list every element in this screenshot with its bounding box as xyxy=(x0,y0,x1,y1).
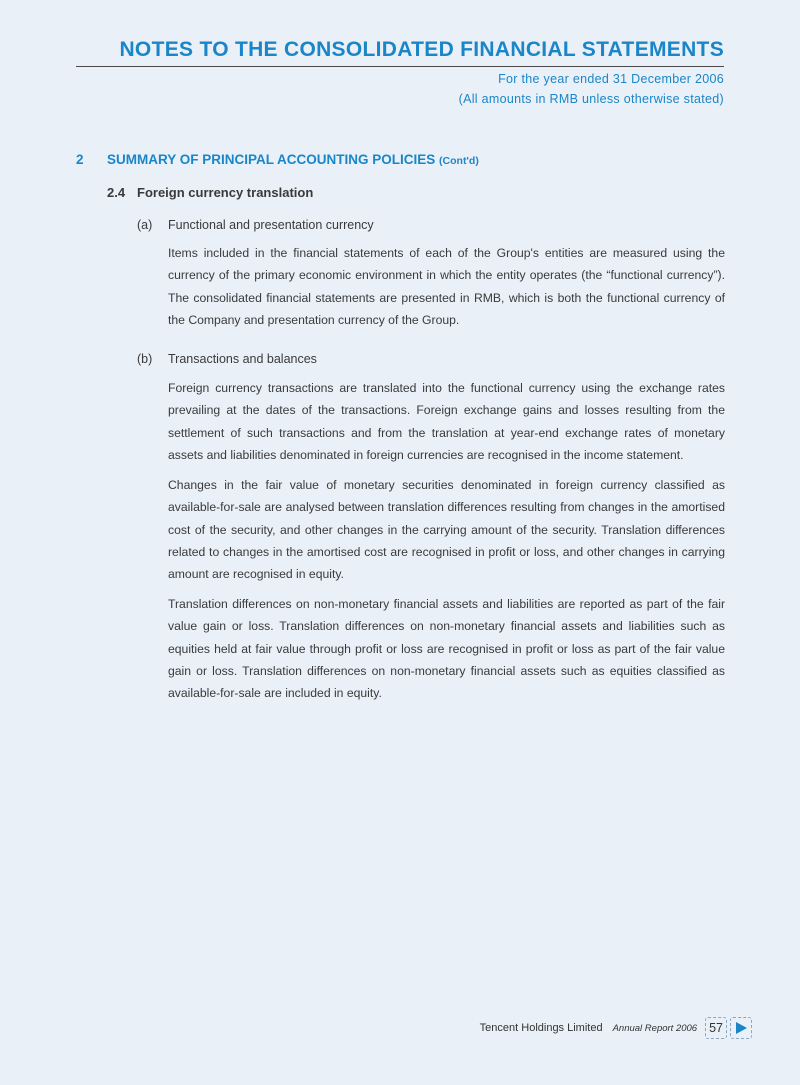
section-number: 2 xyxy=(76,152,84,167)
paragraph: Foreign currency transactions are translated into the functional currency using the exchange rates prevailing at the dates of the transactions. Foreign exchange gains and losses resulting from the settlement of such transactions and from the translation at year-end exchange rates of monetary assets and liabilities denominated in foreign currencies are recognised in the income statement. xyxy=(168,381,725,462)
currency-note: (All amounts in RMB unless otherwise stated) xyxy=(458,92,724,106)
subsection-title: Foreign currency translation xyxy=(137,185,314,200)
subsection-heading xyxy=(107,185,313,200)
play-arrow-icon xyxy=(734,1021,748,1035)
subsection-number: 2.4 xyxy=(107,185,126,200)
page-footer xyxy=(480,1016,752,1040)
next-page-button[interactable] xyxy=(730,1017,752,1039)
paragraph: Changes in the fair value of monetary securities denominated in foreign currency classified as available-for-sale are analysed between translation differences resulting from changes in the amortised cost of the security, and other changes in the carrying amount of the security. Translation differences related to changes in the amortised cost are recognised in profit or loss, and other changes in carrying amount are recognised in equity. xyxy=(168,478,725,582)
paragraph: Translation differences on non-monetary financial assets and liabilities are reported as part of the fair value gain or loss. Translation differences on non-monetary financial assets and liabilities such as equities held at fair value through profit or loss are recognised in profit or loss as part of the fair value gain or loss. Translation differences on non-monetary financial assets such as equities classified as available-for-sale are included in equity. xyxy=(168,597,725,701)
item-heading-a xyxy=(137,218,374,232)
item-title: Transactions and balances xyxy=(168,352,317,366)
item-heading-b xyxy=(137,352,317,366)
item-title: Functional and presentation currency xyxy=(168,218,374,232)
section-title: SUMMARY OF PRINCIPAL ACCOUNTING POLICIES xyxy=(107,152,436,167)
report-name: Annual Report 2006 xyxy=(612,1022,698,1034)
section-continued-label: (Cont'd) xyxy=(439,155,479,167)
company-name: Tencent Holdings Limited xyxy=(479,1022,603,1034)
section-heading xyxy=(76,152,479,167)
page-title: NOTES TO THE CONSOLIDATED FINANCIAL STATEMENTS xyxy=(119,38,724,61)
reporting-period: For the year ended 31 December 2006 xyxy=(498,72,724,86)
header-divider xyxy=(76,66,724,67)
page-number: 57 xyxy=(705,1017,727,1039)
paragraph: Items included in the financial statements of each of the Group's entities are measured using the currency of the primary economic environment in which the entity operates (the “functional currency”). The consolidated financial statements are presented in RMB, which is both the functional currency of the Company and presentation currency of the Group. xyxy=(168,246,725,327)
item-label: (a) xyxy=(137,218,153,232)
item-label: (b) xyxy=(137,352,153,366)
